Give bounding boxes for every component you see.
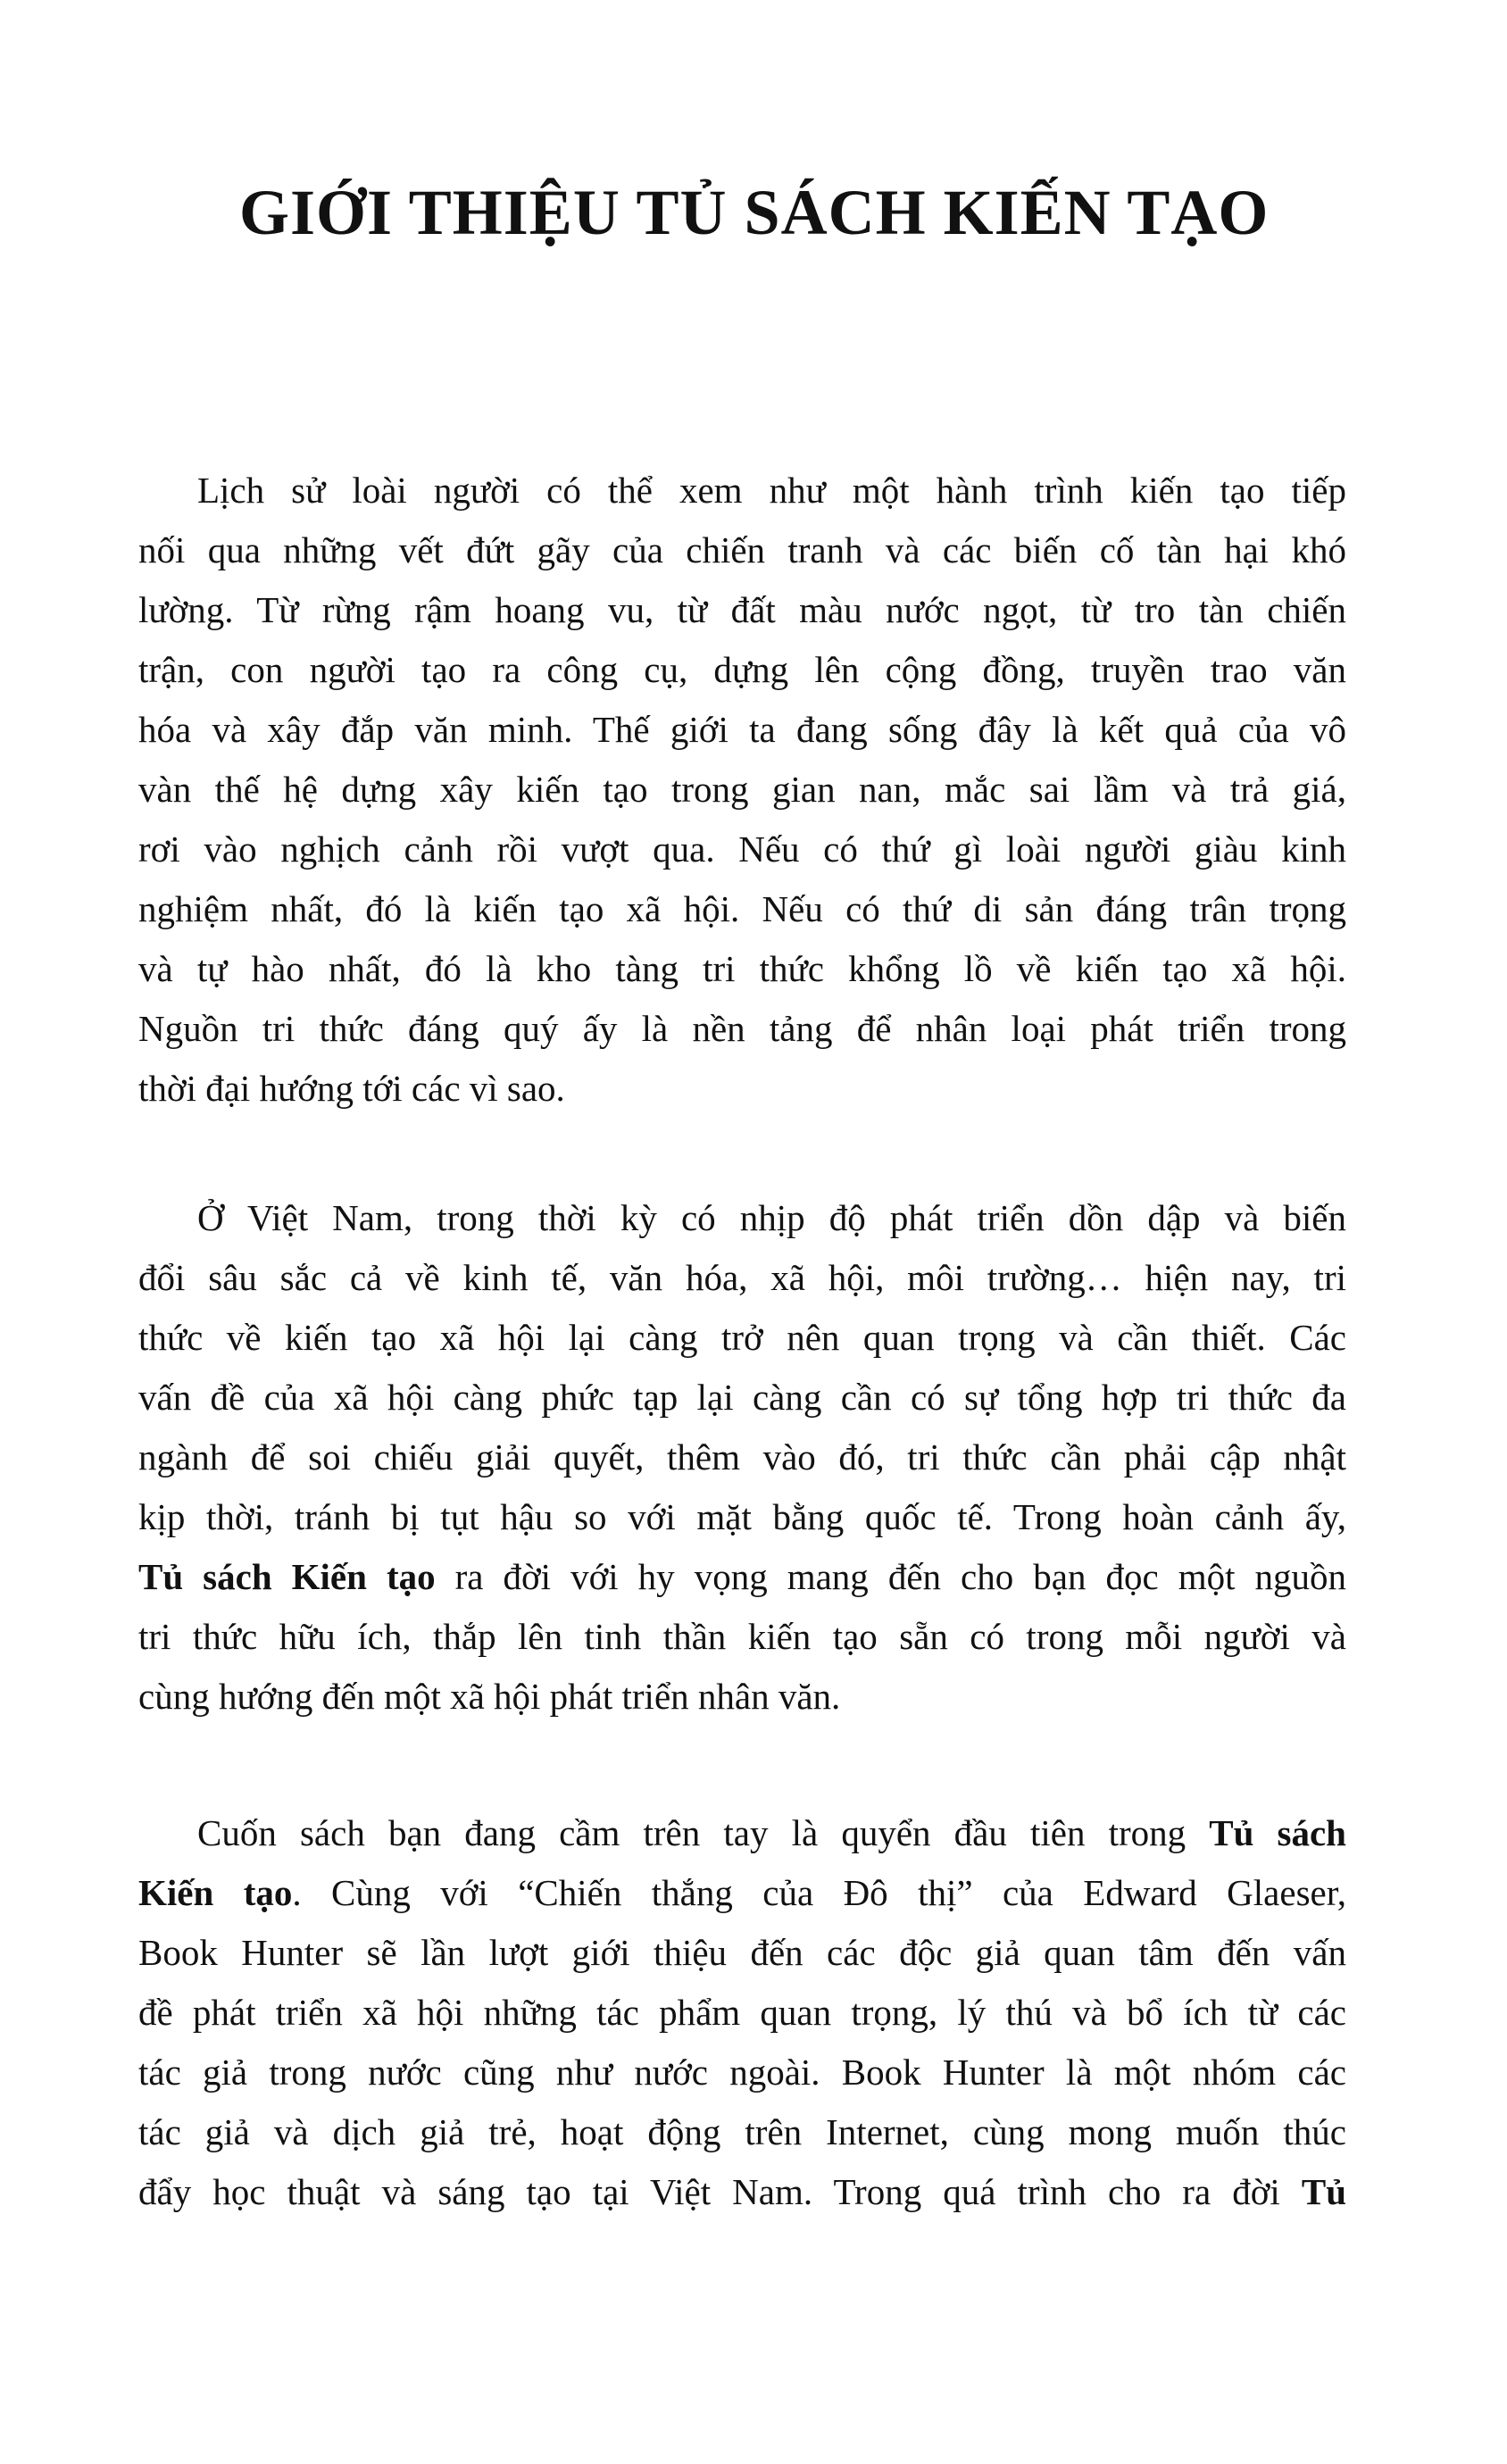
text-line [138, 939, 1346, 999]
text-line [138, 1923, 1346, 1983]
text-line [138, 1607, 1346, 1667]
text: . Cùng với “Chiến thắng của Đô thị” của Edward Glaeser, [292, 1872, 1346, 1913]
text-line [138, 1487, 1346, 1547]
paragraph-1 [138, 461, 1346, 1119]
text-line [138, 1983, 1346, 2043]
text: ra đời với hy vọng mang đến cho bạn đọc một nguồn [435, 1556, 1346, 1597]
text-line [138, 640, 1346, 700]
text-line [138, 1547, 1346, 1607]
text-line [138, 2102, 1346, 2162]
text: nghiệm nhất, đó là kiến tạo xã hội. Nếu có thứ di sản đáng trân trọng [138, 888, 1346, 929]
paragraph-3 [138, 1803, 1346, 2222]
text-line [138, 1803, 1346, 1863]
text-line [138, 580, 1346, 640]
text: đề phát triển xã hội những tác phẩm quan trọng, lý thú và bổ ích từ các [138, 1992, 1346, 2033]
text: tác giả trong nước cũng như nước ngoài. Book Hunter là một nhóm các [138, 2052, 1346, 2093]
text-line [138, 1863, 1346, 1923]
text: rơi vào nghịch cảnh rồi vượt qua. Nếu có thứ gì loài người giàu kinh [138, 828, 1346, 870]
text-line [138, 461, 1346, 520]
text-line [138, 820, 1346, 879]
text: tri thức hữu ích, thắp lên tinh thần kiến tạo sẵn có trong mỗi người và [138, 1616, 1346, 1657]
text: Cuốn sách bạn đang cầm trên tay là quyển đầu tiên trong [197, 1812, 1210, 1853]
text-line [138, 1667, 1346, 1727]
text-line [138, 1308, 1346, 1368]
text: trận, con người tạo ra công cụ, dựng lên cộng đồng, truyền trao văn [138, 649, 1346, 690]
text: đẩy học thuật và sáng tạo tại Việt Nam. Trong quá trình cho ra đời [138, 2171, 1302, 2212]
text: thời đại hướng tới các vì sao. [138, 1068, 565, 1109]
text: vàn thế hệ dựng xây kiến tạo trong gian nan, mắc sai lầm và trả giá, [138, 769, 1346, 810]
text: cùng hướng đến một xã hội phát triển nhân văn. [138, 1676, 841, 1717]
bold-text: Tủ sách Kiến tạo [138, 1556, 436, 1597]
text: Book Hunter sẽ lần lượt giới thiệu đến các độc giả quan tâm đến vấn [138, 1932, 1346, 1973]
page-title: GIỚI THIỆU TỦ SÁCH KIẾN TẠO [239, 177, 1270, 248]
text-line [138, 2162, 1346, 2222]
text-line [138, 879, 1346, 939]
text: đổi sâu sắc cả về kinh tế, văn hóa, xã hội, môi trường… hiện nay, tri [138, 1257, 1346, 1298]
bold-text: Tủ [1301, 2171, 1346, 2212]
text-line [138, 999, 1346, 1059]
text: vấn đề của xã hội càng phức tạp lại càng cần có sự tổng hợp tri thức đa [138, 1377, 1346, 1418]
text: thức về kiến tạo xã hội lại càng trở nên quan trọng và cần thiết. Các [138, 1317, 1346, 1358]
text: Lịch sử loài người có thể xem như một hành trình kiến tạo tiếp [197, 470, 1346, 511]
text: lường. Từ rừng rậm hoang vu, từ đất màu nước ngọt, từ tro tàn chiến [138, 589, 1346, 630]
text-line [138, 1428, 1346, 1487]
text: tác giả và dịch giả trẻ, hoạt động trên Internet, cùng mong muốn thúc [138, 2111, 1346, 2152]
text-line [138, 760, 1346, 820]
text-line [138, 1368, 1346, 1428]
text-line [138, 1059, 1346, 1119]
text-line [138, 1248, 1346, 1308]
paragraph-2 [138, 1188, 1346, 1727]
text: Nguồn tri thức đáng quý ấy là nền tảng để nhân loại phát triển trong [138, 1008, 1346, 1049]
text-line [138, 520, 1346, 580]
text-line [138, 2043, 1346, 2102]
text: ngành để soi chiếu giải quyết, thêm vào đó, tri thức cần phải cập nhật [138, 1436, 1346, 1478]
text: nối qua những vết đứt gãy của chiến tranh và các biến cố tàn hại khó [138, 529, 1346, 570]
text-line [138, 1188, 1346, 1248]
text: Ở Việt Nam, trong thời kỳ có nhịp độ phát triển dồn dập và biến [197, 1197, 1346, 1238]
bold-text: Kiến tạo [138, 1872, 293, 1913]
text: kịp thời, tránh bị tụt hậu so với mặt bằng quốc tế. Trong hoàn cảnh ấy, [138, 1496, 1346, 1537]
text-line [138, 700, 1346, 760]
bold-text: Tủ sách [1209, 1812, 1346, 1853]
text: hóa và xây đắp văn minh. Thế giới ta đang sống đây là kết quả của vô [138, 709, 1346, 750]
text: và tự hào nhất, đó là kho tàng tri thức khổng lồ về kiến tạo xã hội. [138, 948, 1346, 989]
